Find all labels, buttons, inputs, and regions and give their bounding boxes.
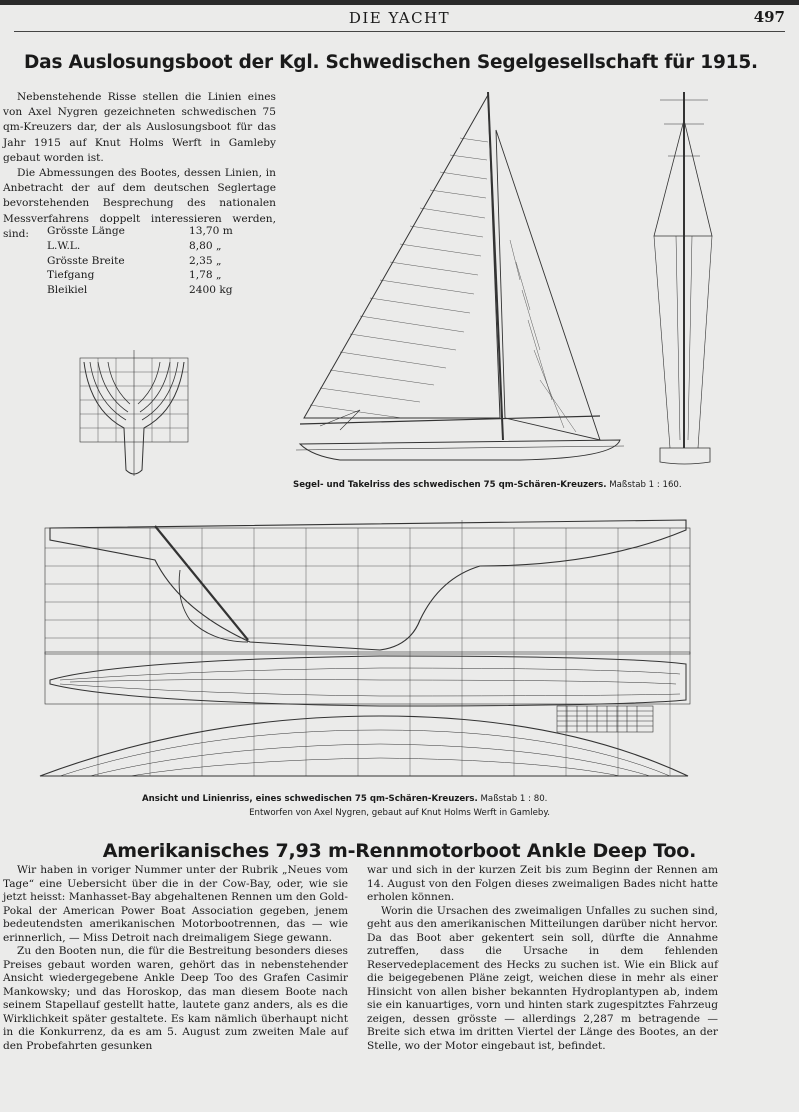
sail-plan-drawing [296, 92, 624, 460]
lines-plan-caption-scale: Maßstab 1 : 80. [480, 794, 548, 804]
article2-left-column [3, 864, 348, 1053]
dimension-value: 1,78 „ [189, 269, 222, 282]
dimension-value: 13,70 m [189, 225, 233, 237]
lines-plan-credit: Entworfen von Axel Nygren, gebaut auf Knut Holms Werft in Gamleby. [249, 808, 550, 818]
article2-title: Amerikanisches 7,93 m-Rennmotorboot Ankle Deep Too. [102, 840, 697, 862]
article1-title: Das Auslosungsboot der Kgl. Schwedischen Segelgesellschaft für 1915. [24, 52, 758, 73]
lines-plan-waterlines-drawing [40, 716, 688, 776]
article2-right-column [367, 864, 718, 1053]
page-number: 497 [753, 8, 785, 26]
dimension-label: Grösste Länge [47, 225, 125, 237]
lines-plan-halfbreadth-drawing [45, 652, 690, 706]
dimension-label: L.W.L. [47, 239, 81, 252]
article2-paragraph: Worin die Ursachen des zweimaligen Unfalles zu suchen sind, geht aus den amerikanischen Mitteilungen darüber nicht hervor. Da das Boot aber gekentert sein soll, dürfte die Annahme zutreffen, dass die Ursache in dem fehlenden Reservedeplacement des Hecks zu suchen ist. Wie ein Blick auf die beigegebenen Pläne zeigt, weichen diese in mehr als einer Hinsicht von allen bisher bekannten Hydroplantypen ab, indem sie ein kanuartiges, vorn und hinten stark zugespitztes Fahrzeug zeigen, dessen grösste — allerdings 2,287 m betragende — Breite sich etwa im dritten Viertel der Länge des Bootes, an der Stelle, wo der Motor eingebaut ist, befindet. [367, 904, 718, 1052]
lines-plan-caption-title: Ansicht und Linienriss, eines schwedischen 75 qm-Schären-Kreuzers. [142, 794, 478, 804]
dimension-value: 2,35 „ [189, 254, 222, 267]
sail-plan-caption-scale: Maßstab 1 : 160. [609, 480, 682, 490]
dimension-label: Bleikiel [47, 284, 88, 297]
lines-plan-profile-drawing [45, 520, 690, 654]
body-plan-drawing [80, 350, 188, 476]
dimension-value: 8,80 „ [189, 239, 222, 252]
rig-front-view-drawing [654, 92, 712, 464]
dimension-value: 2400 kg [189, 284, 233, 297]
intro-paragraph-1: Nebenstehende Risse stellen die Linien eines von Axel Nygren gezeichneten schwedischen 75 qm-Kreuzers dar, der als Auslosungsboot für das Jahr 1915 auf Knut Holms Werft in Gamleby gebaut worden ist. [3, 91, 276, 164]
scale-bar [557, 706, 653, 732]
sail-plan-caption [293, 480, 713, 490]
lines-plan-caption [142, 794, 592, 804]
article2-paragraph: Wir haben in voriger Nummer unter der Rubrik „Neues vom Tage“ eine Uebersicht über die in der Cow-Bay, oder, wie sie jetzt heisst: Manhasset-Bay abgehaltenen Rennen um den Gold-Pokal der American Power Boat Association gegeben, jenem bedeutendsten amerikanischen Motorbootrennen, das — wie erinnerlich, — Miss Detroit nach dreimaligem Siege gewann. [3, 864, 348, 944]
article2-paragraph: war und sich in der kurzen Zeit bis zum Beginn der Rennen am 14. August von den Folgen dieses zweimaligen Bades nicht hatte erholen können. [367, 864, 718, 903]
dimension-label: Tiefgang [47, 269, 95, 282]
article2-paragraph: Zu den Booten nun, die für die Bestreitung besonders dieses Preises gebaut worden waren, gehört das in nebenstehender Ansicht wiedergegebene Ankle Deep Too des Grafen Casimir Mankowsky; und das Horoskop, das man diesem Boote nach seinem Stapellauf gestellt hatte, lautete ganz anders, als es die Wirklichkeit später gestaltete. Es kam nämlich überhaupt nicht in die Konkurrenz, da es am 5. August zum zweiten Male auf den Probefahrten gesunken [3, 945, 348, 1052]
running-title: DIE YACHT [348, 9, 451, 27]
dimension-label: Grösste Breite [47, 254, 125, 267]
sail-plan-caption-title: Segel- und Takelriss des schwedischen 75 qm-Schären-Kreuzers. [293, 480, 607, 490]
intro-paragraph-2: Die Abmessungen des Bootes, dessen Linien, in Anbetracht der auf dem deutschen Seglertage bevorstehenden Besprechung des nationalen Messverfahrens doppelt interessieren werden, sind: [3, 167, 276, 240]
